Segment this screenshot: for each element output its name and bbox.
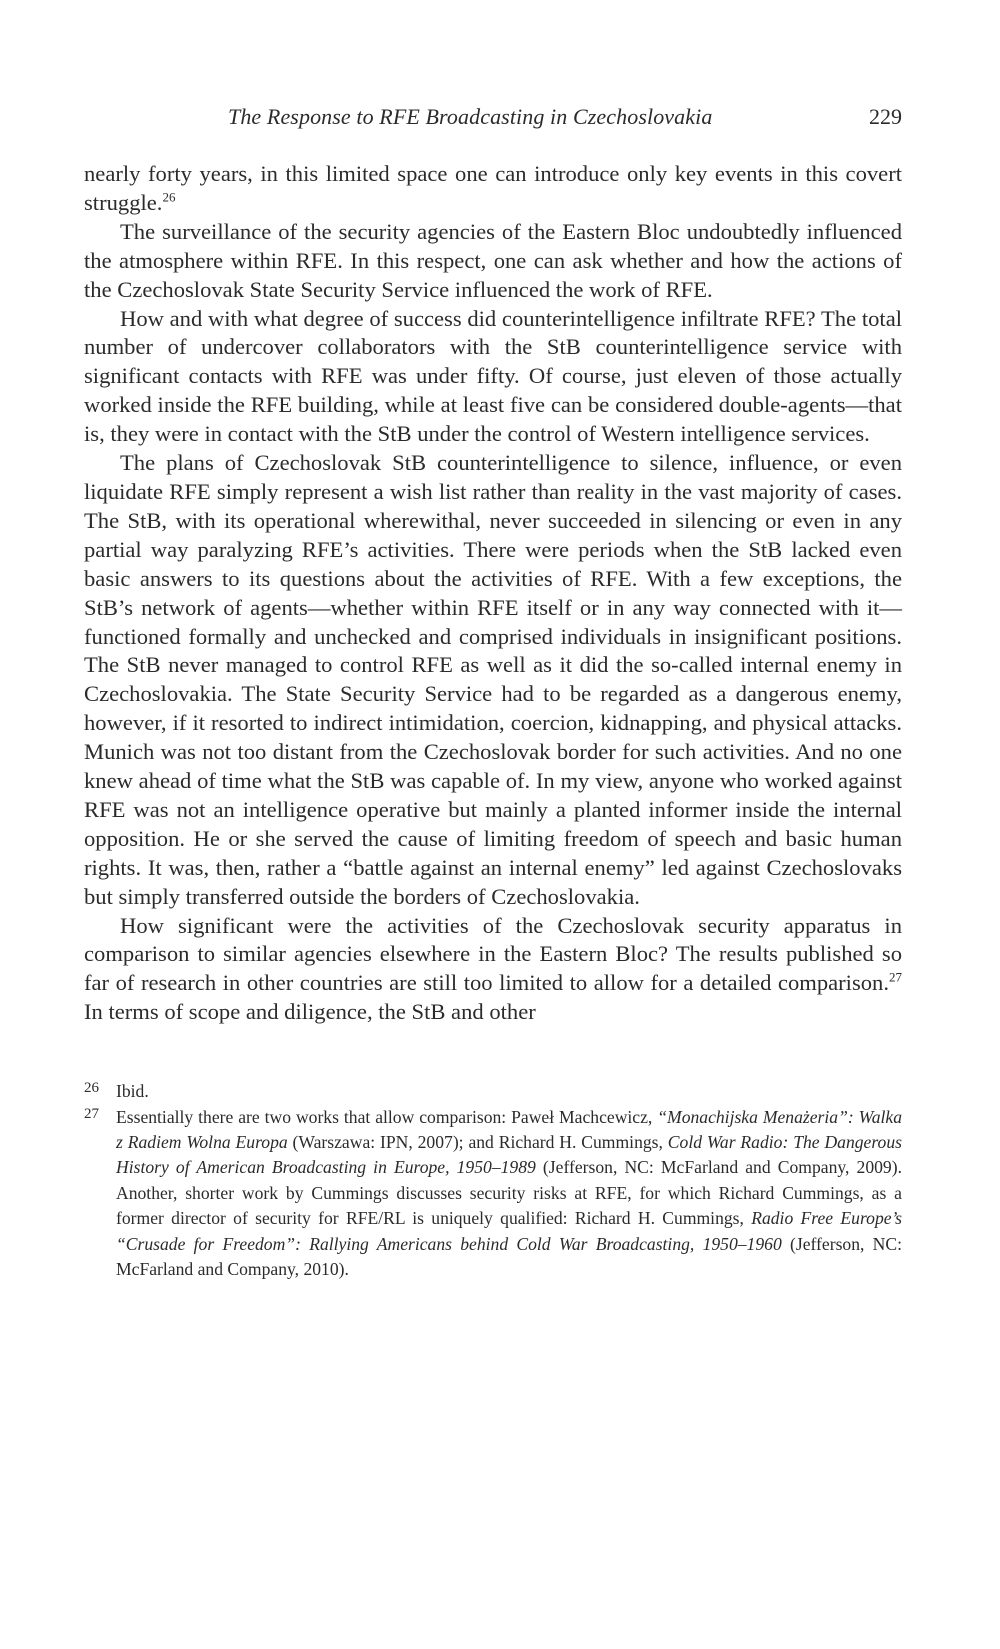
paragraph-5 (84, 912, 902, 1028)
paragraph-2: The surveillance of the security agencies of the Eastern Bloc undoubtedly influenced the atmosphere within RFE. In this respect, one can ask whether and how the actions of the Czechoslovak State Security Service influenced the work of RFE. (84, 218, 902, 302)
running-head (84, 104, 902, 144)
footnote-27-text-4: (Jefferson, NC: McFarland and Company, 2010). (116, 1233, 902, 1280)
paragraph-4: The plans of Czechoslovak StB counterintelligence to silence, influence, or even liquidate RFE simply represent a wish list rather than reality in the vast majority of cases. The StB, with its operational wherewithal, never succeeded in silencing or even in any partial way paralyzing RFE’s activities. There were periods when the StB lacked even basic answers to its questions about the activities of RFE. With a few exceptions, the StB’s network of agents—whether within RFE itself or in any way connected with it—functioned formally and unchecked and comprised individuals in insignificant positions. The StB never managed to control RFE as well as it did the so-called internal enemy in Czechoslovakia. The State Security Service had to be regarded as a dangerous enemy, however, if it resorted to indirect intimidation, coercion, kidnapping, and physical attacks. Munich was not too distant from the Czechoslovak border for such activities. And no one knew ahead of time what the StB was capable of. In my view, anyone who worked against RFE was not an intelligence operative but mainly a planted informer inside the internal opposition. He or she served the cause of limiting freedom of speech and basic human rights. It was, then, rather a “battle against an internal enemy” led against Czechoslovaks but simply transferred outside the borders of Czechoslovakia. (84, 450, 902, 909)
footnote-ref-27: 27 (889, 969, 902, 985)
footnote-ref-26: 26 (162, 189, 176, 205)
footnote-26-text: Ibid. (116, 1081, 149, 1102)
footnotes (84, 1079, 902, 1282)
paragraph-1 (84, 160, 902, 218)
footnote-27-text-1: Essentially there are two works that allow comparison: Paweł Machcewicz, (116, 1106, 658, 1127)
footnote-27-title-1: “Monachijska Menażeria”: Walka z Radiem Wolna Europa (116, 1106, 902, 1152)
paragraph-3: How and with what degree of success did counterintelligence infiltrate RFE? The total number of undercover collaborators with the StB counterintelligence service with significant contacts with RFE was under fifty. Of course, just eleven of those actually worked inside the RFE building, while at least five can be considered double-agents—that is, they were in contact with the StB under the control of Western intelligence services. (84, 305, 902, 447)
footnote-27-text-2: (Warszawa: IPN, 2007); and Richard H. Cummings, (287, 1132, 668, 1152)
paragraph-1-text: nearly forty years, in this limited space one can introduce only key events in this covert struggle. (84, 161, 902, 215)
paragraph-5-text-before: How significant were the activities of the Czechoslovak security apparatus in comparison to similar agencies elsewhere in the Eastern Bloc? The results published so far of research in other countries are still too limited to allow for a detailed comparison. (84, 912, 902, 996)
paragraph-5-text-after: In terms of scope and diligence, the StB and other (84, 999, 536, 1025)
book-page (84, 104, 902, 1282)
running-head-title: The Response to RFE Broadcasting in Czechoslovakia (228, 104, 713, 129)
footnote-27-text-3: (Jefferson, NC: McFarland and Company, 2009). Another, shorter work by Cummings discusses security risks at RFE, for which Richard Cummings, as a former director of security for RFE/RL is uniquely qualified: Richard H. Cummings, (116, 1157, 902, 1229)
page-number: 229 (869, 104, 902, 129)
footnote-27-title-2: Cold War Radio: The Dangerous History of American Broadcasting in Europe, 1950–1989 (116, 1132, 902, 1178)
footnote-26 (84, 1079, 902, 1104)
main-text (84, 160, 902, 1027)
footnote-27-number: 27 (84, 1105, 99, 1122)
footnote-27 (84, 1105, 902, 1283)
footnote-26-number: 26 (84, 1080, 99, 1097)
footnote-27-title-3: Radio Free Europe’s “Crusade for Freedom”: Rallying Americans behind Cold War Broadcasting, 1950–1960 (116, 1208, 902, 1254)
